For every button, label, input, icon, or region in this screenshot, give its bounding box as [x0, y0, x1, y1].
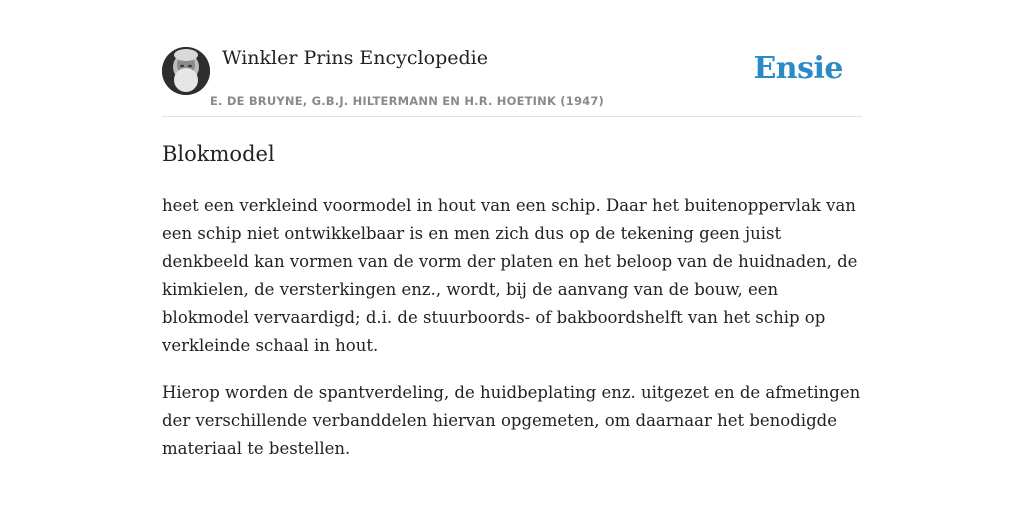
entry-body: [162, 192, 862, 482]
portrait-image: [162, 47, 210, 95]
entry-paragraph: heet een verkleind voormodel in hout van een schip. Daar het buitenoppervlak van een schip niet ontwikkelbaar is en men zich dus op de tekening geen juist denkbeeld kan vormen van de vorm der platen en het beloop van de huidnaden, de kimkielen, de versterkingen enz., wordt, bij de aanvang van de bouw, een blokmodel vervaardigd; d.i. de stuurboords- of bakboordshelft van het schip op verkleinde schaal in hout.: [162, 196, 858, 355]
source-authors: E. DE BRUYNE, G.B.J. HILTERMANN EN H.R. HOETINK (1947): [210, 94, 605, 108]
source-header: [162, 0, 862, 117]
source-title[interactable]: Winkler Prins Encyclopedie: [222, 47, 488, 69]
entry-title: Blokmodel: [162, 142, 275, 166]
author-avatar[interactable]: [162, 47, 210, 95]
brand-logo[interactable]: Ensie: [753, 51, 843, 86]
entry-paragraph: Hierop worden de spantverdeling, de huidbeplating enz. uitgezet en de afmetingen der verschillende verbanddelen hiervan opgemeten, om daarnaar het benodigde materiaal te bestellen.: [162, 383, 861, 458]
page-container: [162, 0, 862, 458]
